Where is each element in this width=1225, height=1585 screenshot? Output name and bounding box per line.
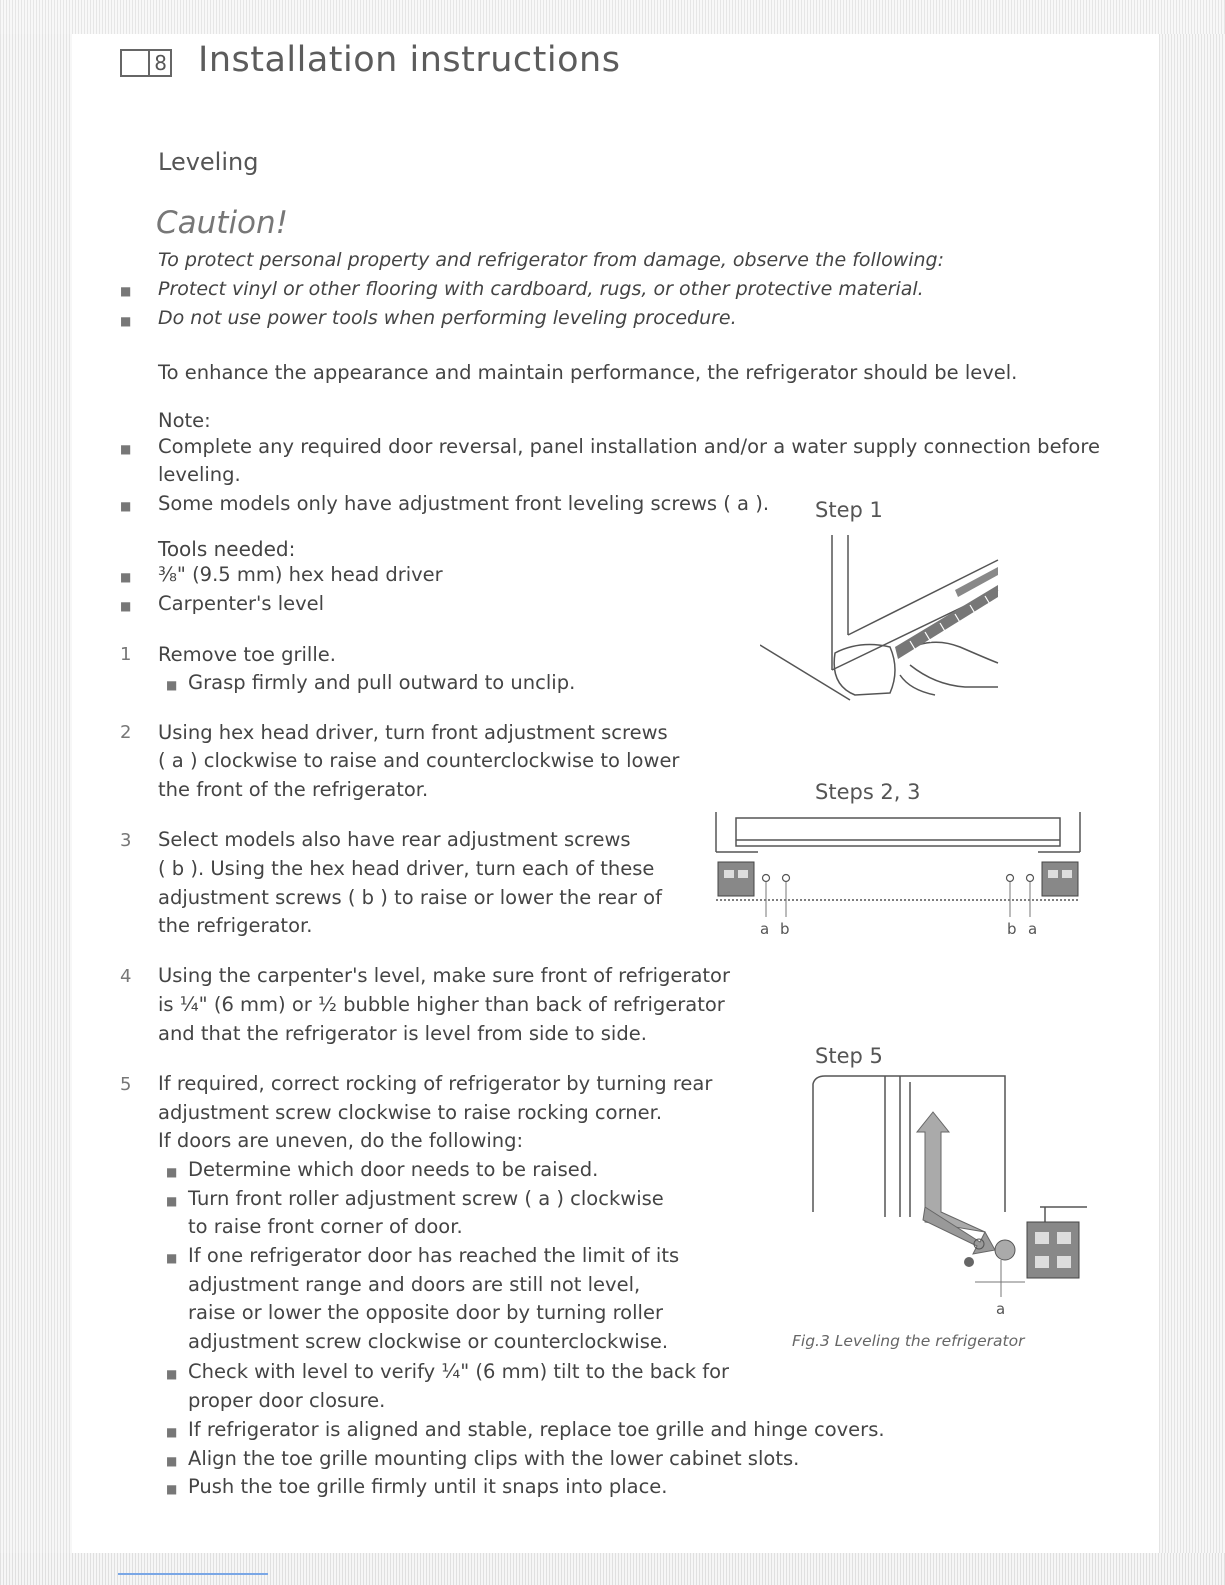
figure-label-steps23: Steps 2, 3 [815,780,921,804]
scan-mark [118,1573,268,1575]
bullet-icon: ■ [120,499,132,513]
step-text: adjustment screws ( b ) to raise or lower the rear of [158,886,662,909]
label-a: a [1028,920,1038,938]
step-subitem-continued: proper door closure. [188,1389,386,1412]
label-b: b [780,920,790,938]
caution-heading: Caution! [156,205,289,241]
bullet-icon: ■ [166,1482,178,1496]
step-number: 2 [120,722,132,743]
adjustment-screws-illustration [708,812,1088,917]
note-item: Complete any required door reversal, panel installation and/or a water supply connection before [158,435,1100,458]
tool-item: Carpenter's level [158,592,325,615]
scan-edge-top [0,0,1225,34]
step-text: the refrigerator. [158,914,313,937]
step-number: 3 [120,830,132,851]
bullet-icon: ■ [120,314,132,328]
step-subitem: Grasp firmly and pull outward to unclip. [188,671,576,694]
bullet-icon: ■ [120,284,132,298]
step-text: is ¼" (6 mm) or ½ bubble higher than back of refrigerator [158,993,725,1016]
step-text: and that the refrigerator is level from side to side. [158,1022,647,1045]
step-subitem-continued: raise or lower the opposite door by turning roller [188,1301,663,1324]
figure-label-step1: Step 1 [815,498,883,522]
step-subitem: Align the toe grille mounting clips with the lower cabinet slots. [188,1447,800,1470]
step-subitem: Turn front roller adjustment screw ( a ) clockwise [188,1187,664,1210]
toe-grille-removal-illustration [760,535,1010,715]
step-number: 1 [120,644,132,665]
step-subitem: Determine which door needs to be raised. [188,1158,599,1181]
step-text: ( b ). Using the hex head driver, turn each of these [158,857,655,880]
label-a: a [996,1300,1006,1318]
intro-text: To enhance the appearance and maintain performance, the refrigerator should be level. [158,361,1018,384]
scan-edge-bottom [0,1553,1225,1585]
note-item-continued: leveling. [158,463,241,486]
step-text: adjustment screw clockwise to raise rocking corner. [158,1101,663,1124]
bullet-icon: ■ [166,1425,178,1439]
label-b: b [1007,920,1017,938]
figure-label-step5: Step 5 [815,1044,883,1068]
scan-edge-left [0,0,72,1585]
step-text: the front of the refrigerator. [158,778,429,801]
step-text: Using hex head driver, turn front adjustment screws [158,721,668,744]
bullet-icon: ■ [166,1165,178,1179]
step-text: Remove toe grille. [158,643,336,666]
step-subitem: Push the toe grille firmly until it snaps into place. [188,1475,668,1498]
scan-edge-right [1159,0,1225,1585]
bullet-icon: ■ [166,1367,178,1381]
bullet-icon: ■ [120,442,132,456]
section-title: Leveling [158,148,259,176]
bullet-icon: ■ [120,570,132,584]
page-title: Installation instructions [198,40,621,80]
page-number: 8 [154,51,167,75]
bullet-icon: ■ [166,1454,178,1468]
step-text: Select models also have rear adjustment screws [158,828,631,851]
caution-item: Do not use power tools when performing leveling procedure. [158,307,737,329]
door-alignment-illustration [805,1072,1090,1297]
caution-intro: To protect personal property and refrigerator from damage, observe the following: [158,249,945,271]
bullet-icon: ■ [166,678,178,692]
caution-item: Protect vinyl or other flooring with cardboard, rugs, or other protective material. [158,278,924,300]
step-text: If required, correct rocking of refrigerator by turning rear [158,1072,713,1095]
step-subitem: Check with level to verify ¼" (6 mm) tilt to the back for [188,1360,730,1383]
label-a: a [760,920,770,938]
tools-label: Tools needed: [158,537,296,561]
bullet-icon: ■ [120,599,132,613]
page-number-box [120,49,172,77]
step-text: Using the carpenter's level, make sure front of refrigerator [158,964,730,987]
step-subitem-continued: adjustment screw clockwise or counterclockwise. [188,1330,669,1353]
step-text: ( a ) clockwise to raise and counterclockwise to lower [158,749,680,772]
step-subitem-continued: adjustment range and doors are still not level, [188,1273,641,1296]
step-subitem: If one refrigerator door has reached the limit of its [188,1244,680,1267]
step-text: If doors are uneven, do the following: [158,1129,524,1152]
step-number: 4 [120,966,132,987]
note-label: Note: [158,409,211,432]
figure-caption: Fig.3 Leveling the refrigerator [792,1332,1025,1350]
step-number: 5 [120,1074,132,1095]
step-subitem-continued: to raise front corner of door. [188,1215,463,1238]
tool-item: ⅜" (9.5 mm) hex head driver [158,563,443,586]
bullet-icon: ■ [166,1194,178,1208]
bullet-icon: ■ [166,1251,178,1265]
step-subitem: If refrigerator is aligned and stable, replace toe grille and hinge covers. [188,1418,885,1441]
note-item: Some models only have adjustment front leveling screws ( a ). [158,492,770,515]
